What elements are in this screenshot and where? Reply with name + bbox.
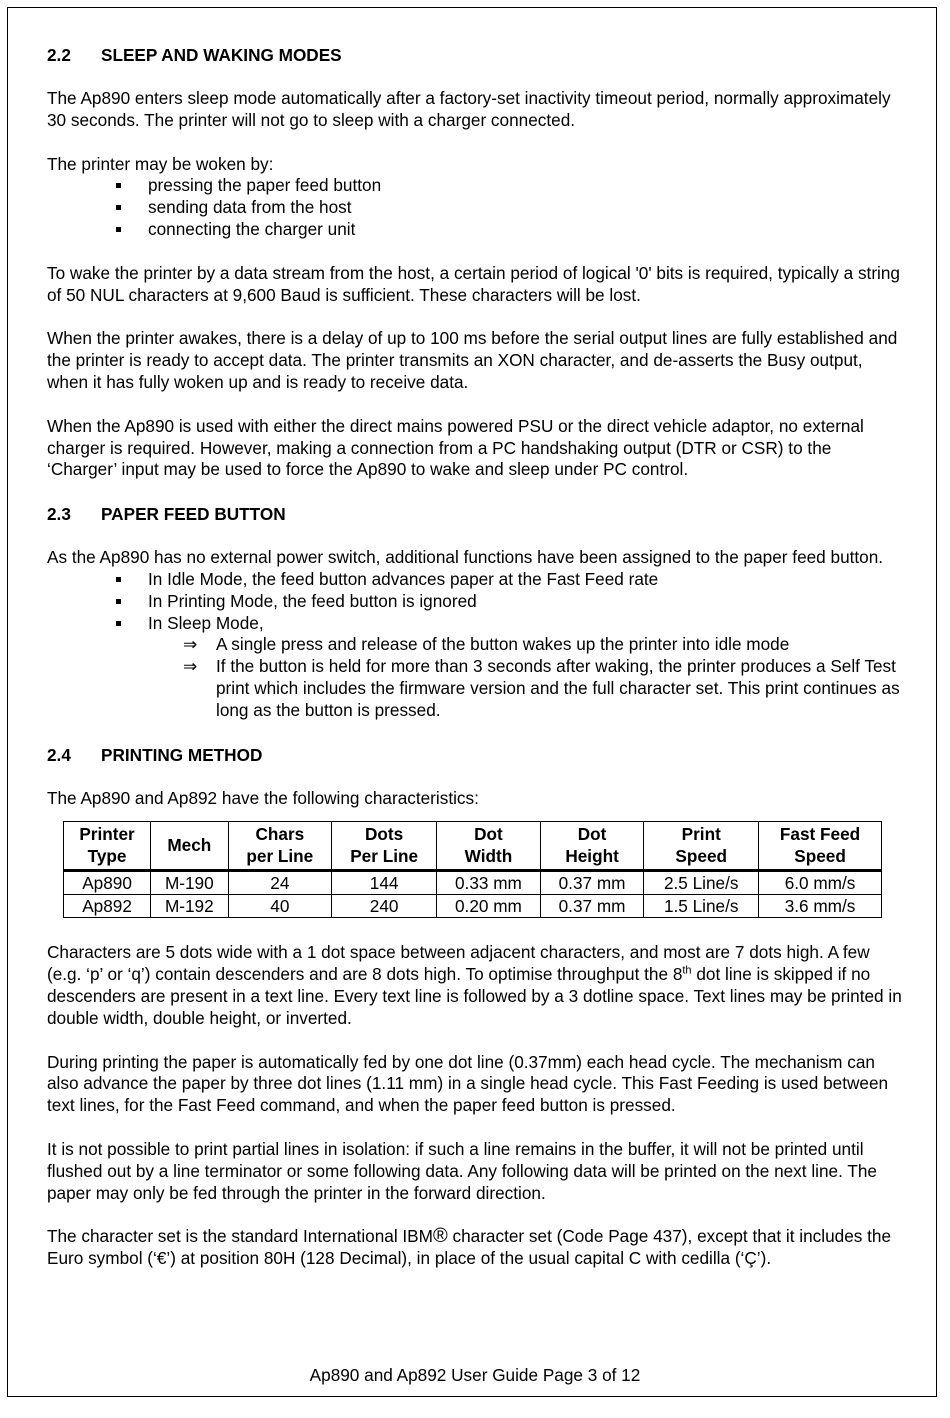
superscript: th (682, 964, 692, 977)
header-dots-per-line: Dots Per Line (332, 822, 437, 871)
characteristics-table (63, 821, 882, 918)
table-row (64, 895, 882, 918)
section-number: 2.3 (47, 504, 71, 525)
table-header-row (64, 822, 882, 871)
table-row (64, 871, 882, 895)
table-cell: 6.0 mm/s (759, 871, 882, 895)
paragraph: The Ap890 enters sleep mode automatically after a factory-set inactivity timeout period, normally approximately 30 seconds. The printer will not go to sleep with a charger connected. (47, 88, 891, 130)
table-cell: 0.33 mm (437, 871, 541, 895)
table-cell: 0.20 mm (437, 895, 541, 918)
bullet-item: connecting the charger unit (47, 219, 902, 241)
table-cell: 24 (228, 871, 332, 895)
paragraph: To wake the printer by a data stream from the host, a certain period of logical '0' bits is required, typically a string of 50 NUL characters at 9,600 Baud is sufficient. These characters will be lost. (47, 262, 900, 305)
arrow-icon: ⇒ (183, 634, 198, 655)
section-heading-2-3 (47, 503, 902, 525)
header-chars-per-line: Chars per Line (228, 822, 332, 871)
section-heading-2-4 (47, 744, 902, 766)
section-title: PAPER FEED BUTTON (101, 504, 286, 525)
bullet-item: In Printing Mode, the feed button is ignored (47, 591, 902, 613)
table-cell: 2.5 Line/s (644, 871, 759, 895)
paragraph: The character set is the standard International IBM® character set (Code Page 437), except that it includes the Euro symbol (‘€’) at position 80H (128 Decimal), in place of the usual capital C with cedilla (‘Ç’). (47, 1225, 892, 1269)
section-heading-2-2 (47, 44, 902, 66)
table-cell: 0.37 mm (540, 871, 644, 895)
bullet-item: In Sleep Mode, (47, 613, 902, 635)
bullet-item: pressing the paper feed button (47, 175, 902, 197)
arrow-item: ⇒ A single press and release of the button wakes up the printer into idle mode (183, 634, 790, 655)
page-content (47, 44, 902, 1270)
header-dot-height: Dot Height (540, 822, 644, 871)
arrow-item: ⇒ If the button is held for more than 3 seconds after waking, the printer produces a Self Test print which includes the firmware version and the full character set. This print continues as long as the button is pressed. (183, 656, 900, 720)
table-cell: 1.5 Line/s (644, 895, 759, 918)
table-cell: Ap890 (64, 871, 151, 895)
paragraph: It is not possible to print partial lines in isolation: if such a line remains in the buffer, it will not be printed until flushed out by a line terminator or some following data. Any following data will be printed on the next line. The paper may only be fed through the printer in the forward direction. (47, 1138, 877, 1203)
header-print-speed: Print Speed (644, 822, 759, 871)
paragraph: During printing the paper is automatically fed by one dot line (0.37mm) each head cycle. The mechanism can also advance the paper by three dot lines (1.11 mm) in a single head cycle. This Fast Feeding is used between text lines, for the Fast Feed command, and when the paper feed button is pressed. (47, 1051, 889, 1116)
arrow-list (47, 634, 902, 721)
registered-mark: ® (432, 1225, 448, 1248)
table-cell: 144 (332, 871, 437, 895)
paragraph: As the Ap890 has no external power switch, additional functions have been assigned to the paper feed button. (47, 547, 884, 568)
section-number: 2.2 (47, 45, 71, 65)
section-number: 2.4 (47, 744, 71, 765)
bullet-item: In Idle Mode, the feed button advances paper at the Fast Feed rate (47, 569, 902, 591)
section-title: PRINTING METHOD (101, 744, 263, 765)
paragraph: The Ap890 and Ap892 have the following characteristics: (47, 787, 479, 808)
table-cell: 240 (332, 895, 437, 918)
arrow-icon: ⇒ (183, 656, 198, 677)
paragraph: The printer may be woken by: (47, 153, 274, 174)
section-title: SLEEP AND WAKING MODES (101, 45, 342, 65)
header-printer-type: Printer Type (64, 822, 151, 871)
bullet-list (47, 175, 902, 240)
paragraph: When the Ap890 is used with either the direct mains powered PSU or the direct vehicle adaptor, no external charger is required. However, making a connection from a PC handshaking output (DTR or CSR) to the ‘Charger’ input may be used to force the Ap890 to wake and sleep under PC control. (47, 415, 864, 480)
page-footer: Ap890 and Ap892 User Guide Page 3 of 12 (309, 1365, 641, 1385)
table-cell: Ap892 (64, 895, 151, 918)
header-fast-feed-speed: Fast Feed Speed (759, 822, 882, 871)
header-mech: Mech (151, 822, 228, 871)
bullet-item: sending data from the host (47, 197, 902, 219)
paragraph: Characters are 5 dots wide with a 1 dot space between adjacent characters, and most are 7 dots high. A few (e.g. ‘p’ or ‘q’) contain descenders and are 8 dots high. To optimise throughput the 8th dot line is skipped if no descenders are present in a text line. Every text line is followed by a 3 dotline space. Text lines may be printed in double width, double height, or inverted. (47, 942, 902, 1028)
table-cell: 40 (228, 895, 332, 918)
bullet-list (47, 569, 902, 634)
table-cell: M-192 (151, 895, 228, 918)
table-cell: 3.6 mm/s (759, 895, 882, 918)
paragraph: When the printer awakes, there is a delay of up to 100 ms before the serial output lines are fully established and the printer is ready to accept data. The printer transmits an XON character, and de-asserts the Busy output, when it has fully woken up and is ready to receive data. (47, 328, 898, 392)
header-dot-width: Dot Width (437, 822, 541, 871)
table-cell: 0.37 mm (540, 895, 644, 918)
table-cell: M-190 (151, 871, 228, 895)
